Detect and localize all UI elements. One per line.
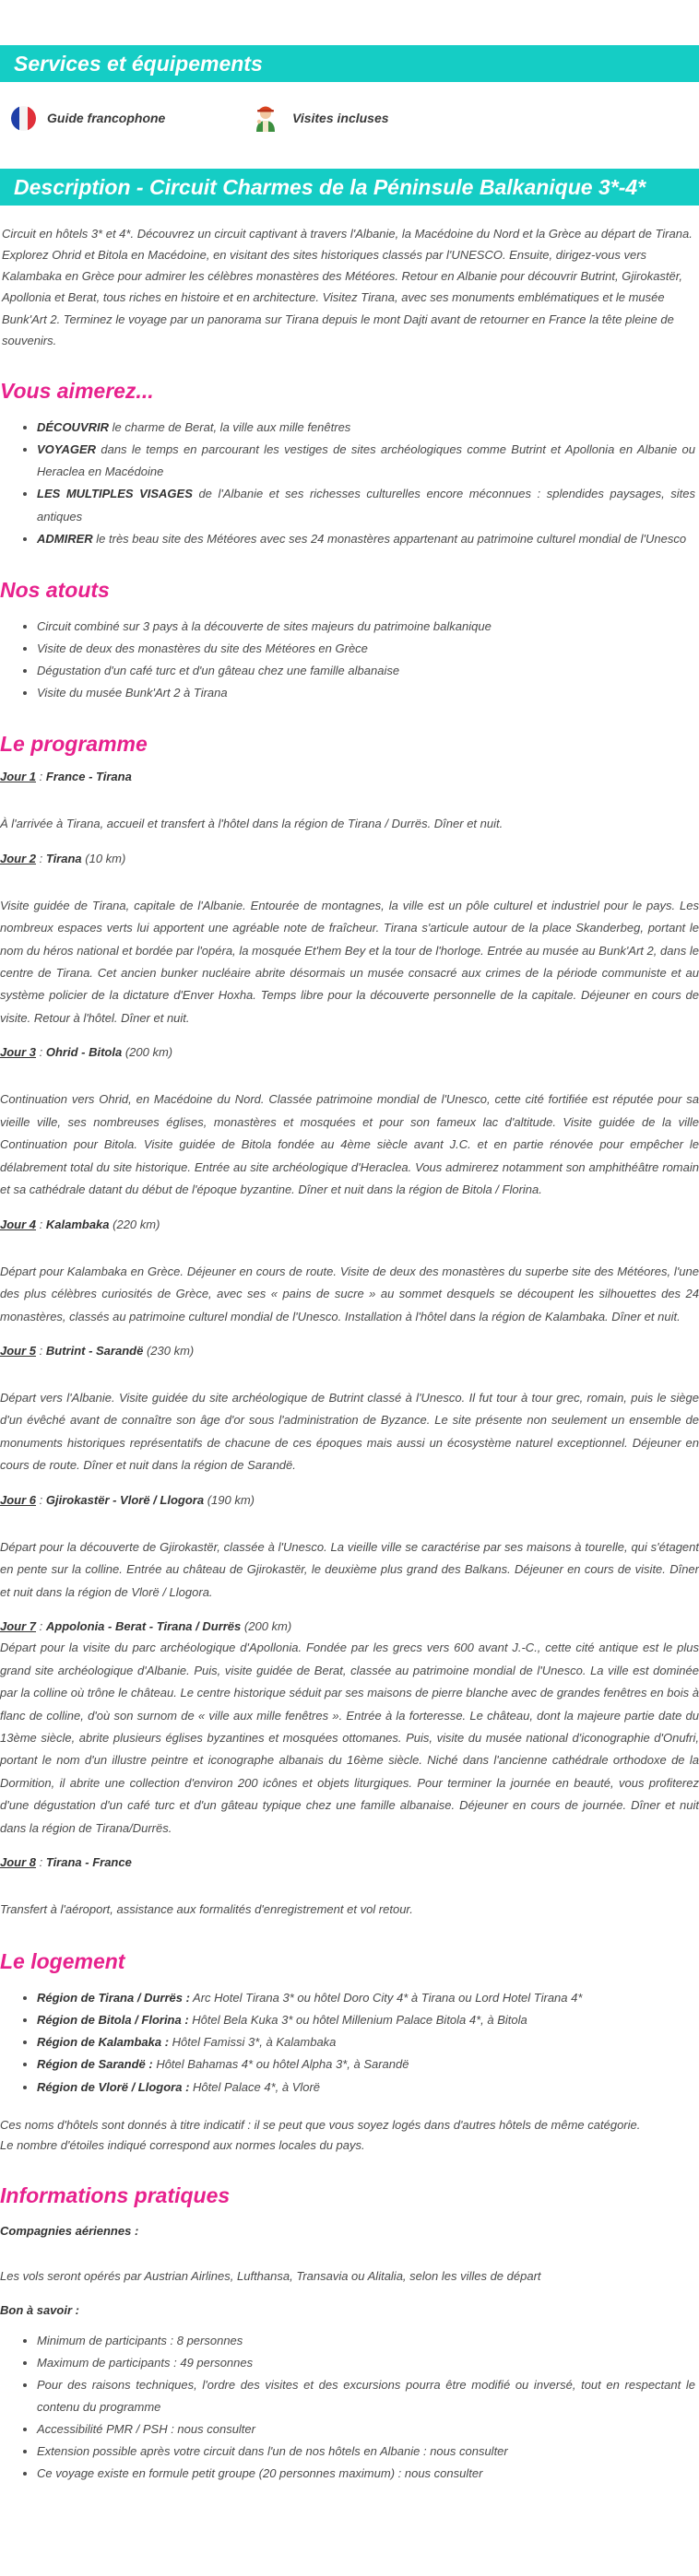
logement-list: [0, 1987, 699, 2098]
list-item: • Région de Bitola / Florina : Hôtel Bela Kuka 3* ou hôtel Millenium Palace Bitola 4*, à Bitola: [37, 2009, 695, 2031]
list-item: • DÉCOUVRIR le charme de Berat, la ville aux mille fenêtres: [37, 417, 695, 439]
services-row: [11, 102, 699, 134]
logement-title: Le logement: [0, 1948, 125, 1973]
logement-notes: [0, 2115, 699, 2156]
logement-note-1: Ces noms d'hôtels sont donnés à titre indicatif : il se peut que vous soyez logés dans d'autres hôtels de même catégorie.: [0, 2117, 641, 2132]
day-text: Départ pour la visite du parc archéologique d'Apollonia. Fondée par les grecs vers 600 avant J.-C., cette cité antique est le plus grand site archéologique d'Albanie. Puis, visite guidée de Berat, classée au patrimoine mondial de l'Unesco. La ville est dominée par la colline où trône le château. Le centre historique séduit par ses maisons de pierre blanche avec de grandes fenêtres en bois à flanc de colline, d'où son surnom de « ville aux mille fenêtres ». Entrée à la forteresse. Le château, dont la majeure partie date du 13ème siècle, abrite plusieurs églises byzantines et mosquées ottomanes. Puis, visite du musée national d'iconographie d'Onufri, portant le nom d'un illustre peintre et iconographe albanais du 16ème siècle. Niché dans l'ancienne cathédrale orthodoxe de la Dormition, il abrite une collection d'environ 200 icônes et objets liturgiques. Pour terminer la journée en beauté, vous profiterez d'une dégustation d'un café turc et d'un gâteau typique chez une famille albanaise. Déjeuner en cours de journée. Dîner et nuit dans la région de Tirana/Durrës.: [0, 1641, 699, 1835]
list-item: • Région de Vlorë / Llogora : Hôtel Palace 4*, à Vlorë: [37, 2076, 695, 2099]
airlines-text: Les vols seront opérés par Austrian Airlines, Lufthansa, Transavia ou Alitalia, selon les villes de départ: [0, 2269, 541, 2284]
atouts-title: Nos atouts: [0, 577, 110, 602]
day-text: Départ pour la découverte de Gjirokastër, classée à l'Unesco. La vieille ville se caractérise par ses maisons à tourelle, qui s'étagent en pente sur la colline. Entrée au château de Gjirokastër, le deuxième plus grand des Balkans. Déjeuner en cours de visite. Dîner et nuit dans la région de Vlorë / Llogora.: [0, 1539, 699, 1599]
day-text: Départ pour Kalambaka en Grèce. Déjeuner en cours de route. Visite de deux des monastères du superbe site des Météores, l'une des plus célèbres curiosités de Grèce, avec ses « pains de sucre » au sommet desquels se découpent les silhouettes des 24 monastères, classés au patrimoine culturel mondial de l'Unesco. Installation à l'hôtel dans la région de Kalambaka. Dîner et nuit.: [0, 1264, 699, 1323]
description-intro: Circuit en hôtels 3* et 4*. Découvrez un circuit captivant à travers l'Albanie, la Macédoine du Nord et la Grèce au départ de Tirana. Explorez Ohrid et Bitola en Macédoine, en visitant des sites historiques classés par l'UNESCO. Ensuite, dirigez-vous vers Kalambaka en Grèce pour admirer les célèbres monastères des Météores. Retour en Albanie pour découvrir Butrint, Gjirokastër, Apollonia et Berat, tous riches en histoire et en architecture. Visitez Tirana, avec ses monuments emblématiques et le musée Bunk'Art 2. Terminez le voyage par un panorama sur Tirana depuis le mont Dajti avant de retourner en France la tête pleine de souvenirs.: [2, 227, 693, 347]
tour-guide-icon: [250, 102, 281, 134]
programme-days: [0, 767, 699, 1922]
list-item: • LES MULTIPLES VISAGES de l'Albanie et ses richesses culturelles encore méconnues : splendides paysages, sites antiques: [37, 483, 695, 527]
service-visits: [250, 102, 480, 134]
service-visits-label: Visites incluses: [292, 110, 389, 125]
day-1: [0, 767, 699, 836]
day-5: [0, 1341, 699, 1477]
service-guide-label: Guide francophone: [47, 110, 166, 125]
list-item: • Extension possible après votre circuit dans l'un de nos hôtels en Albanie : nous consulter: [37, 2441, 695, 2463]
bon-label: Bon à savoir :: [0, 2303, 79, 2318]
list-item: • Dégustation d'un café turc et d'un gâteau chez une famille albanaise: [37, 660, 695, 682]
list-item: • Circuit combiné sur 3 pays à la découverte de sites majeurs du patrimoine balkanique: [37, 616, 695, 638]
list-item: • Région de Sarandë : Hôtel Bahamas 4* ou hôtel Alpha 3*, à Sarandë: [37, 2053, 695, 2076]
infos-list: [0, 2330, 699, 2485]
aimerez-title: Vous aimerez...: [0, 378, 154, 403]
day-title: Jour 4 : Kalambaka (220 km): [0, 1217, 160, 1231]
day-title: Jour 3 : Ohrid - Bitola (200 km): [0, 1045, 173, 1060]
day-title: Jour 5 : Butrint - Sarandë (230 km): [0, 1343, 195, 1358]
list-item: • Région de Kalambaka : Hôtel Famissi 3*, à Kalambaka: [37, 2031, 695, 2053]
programme-title: Le programme: [0, 732, 148, 757]
list-item: • Accessibilité PMR / PSH : nous consulter: [37, 2418, 695, 2441]
day-2: [0, 849, 699, 1030]
day-text: À l'arrivée à Tirana, accueil et transfert à l'hôtel dans la région de Tirana / Durrës. Dîner et nuit.: [0, 817, 504, 831]
day-text: Départ vers l'Albanie. Visite guidée du site archéologique de Butrint classé à l'Unesco. Il fut tour à tour grec, romain, puis le siège d'un évêché avant de connaître son âge d'or sous l'administration de Byzance. Le site présente non seulement un ensemble de monuments historiques représentatifs de chacune de ces époques mais aussi un écosystème naturel exceptionnel. Déjeuner en cours de route. Dîner et nuit dans la région de Sarandë.: [0, 1391, 699, 1473]
service-guide: [11, 106, 242, 131]
day-8: [0, 1853, 699, 1922]
services-header: Services et équipements: [0, 45, 699, 82]
list-item: • Minimum de participants : 8 personnes: [37, 2330, 695, 2352]
description-header: Description - Circuit Charmes de la Péninsule Balkanique 3*-4*: [0, 169, 699, 206]
french-flag-icon: [11, 106, 36, 131]
list-item: • Région de Tirana / Durrës : Arc Hotel Tirana 3* ou hôtel Doro City 4* à Tirana ou Lord Hotel Tirana 4*: [37, 1987, 695, 2009]
logement-note-2: Le nombre d'étoiles indiqué correspond aux normes locales du pays.: [0, 2137, 365, 2152]
day-7: [0, 1617, 699, 1840]
list-item: • Ce voyage existe en formule petit groupe (20 personnes maximum) : nous consulter: [37, 2463, 695, 2485]
infos-title: Informations pratiques: [0, 2182, 231, 2207]
day-title: Jour 8 : Tirana - France: [0, 1855, 132, 1870]
atouts-list: [0, 616, 699, 704]
airlines-label: Compagnies aériennes :: [0, 2224, 139, 2239]
day-3: [0, 1042, 699, 1201]
day-title: Jour 6 : Gjirokastër - Vlorë / Llogora (190 km): [0, 1492, 255, 1507]
day-title: Jour 2 : Tirana (10 km): [0, 851, 126, 865]
list-item: • Visite du musée Bunk'Art 2 à Tirana: [37, 682, 695, 704]
aimerez-list: [0, 417, 699, 549]
list-item: • ADMIRER le très beau site des Météores avec ses 24 monastères appartenant au patrimoine culturel mondial de l'Unesco: [37, 528, 695, 550]
day-text: Transfert à l'aéroport, assistance aux formalités d'enregistrement et vol retour.: [0, 1902, 413, 1917]
list-item: • Visite de deux des monastères du site des Météores en Grèce: [37, 638, 695, 660]
day-6: [0, 1490, 699, 1604]
day-4: [0, 1215, 699, 1328]
day-title: Jour 7 : Appolonia - Berat - Tirana / Durrës (200 km): [0, 1619, 292, 1634]
day-text: Continuation vers Ohrid, en Macédoine du Nord. Classée patrimoine mondial de l'Unesco, cette cité fortifiée est réputée pour sa vieille ville, ses nombreuses églises, monastères et mosquées et pour son fameux lac d'altitude. Visite guidée de la ville Continuation pour Bitola. Visite guidée de Bitola fondée au 4ème siècle avant J.C. et en partie rénovée pour empêcher le délabrement total du site historique. Entrée au site archéologique d'Heraclea. Vous admirerez notamment son amphithéâtre romain et sa cathédrale datant du début de l'époque byzantine. Dîner et nuit dans la région de Bitola / Florina.: [0, 1092, 699, 1197]
list-item: • Maximum de participants : 49 personnes: [37, 2352, 695, 2374]
list-item: • Pour des raisons techniques, l'ordre des visites et des excursions pourra être modifié ou inversé, tout en respectant le contenu du programme: [37, 2374, 695, 2418]
day-title: Jour 1 : France - Tirana: [0, 770, 132, 783]
list-item: • VOYAGER dans le temps en parcourant les vestiges de sites archéologiques comme Butrint et Apollonia en Albanie ou Heraclea en Macédoine: [37, 439, 695, 483]
day-text: Visite guidée de Tirana, capitale de l'Albanie. Entourée de montagnes, la ville est un pôle culturel et industriel pour le pays. Les nombreux espaces verts lui apportent une agréable note de fraîcheur. Tirana s'articule autour de la place Skanderbeg, portant le nom du héros national et bordée par l'opéra, la mosquée Et'hem Bey et la tour de l'horloge. Entrée au musée au Bunk'Art 2, dans le centre de Tirana. Cet ancien bunker nucléaire abrite désormais un musée consacré aux crimes de la période communiste et au système policier de la dictature d'Enver Hoxha. Temps libre pour la découverte personnelle de la capitale. Déjeuner en cours de visite. Retour à l'hôtel. Dîner et nuit.: [0, 898, 699, 1025]
